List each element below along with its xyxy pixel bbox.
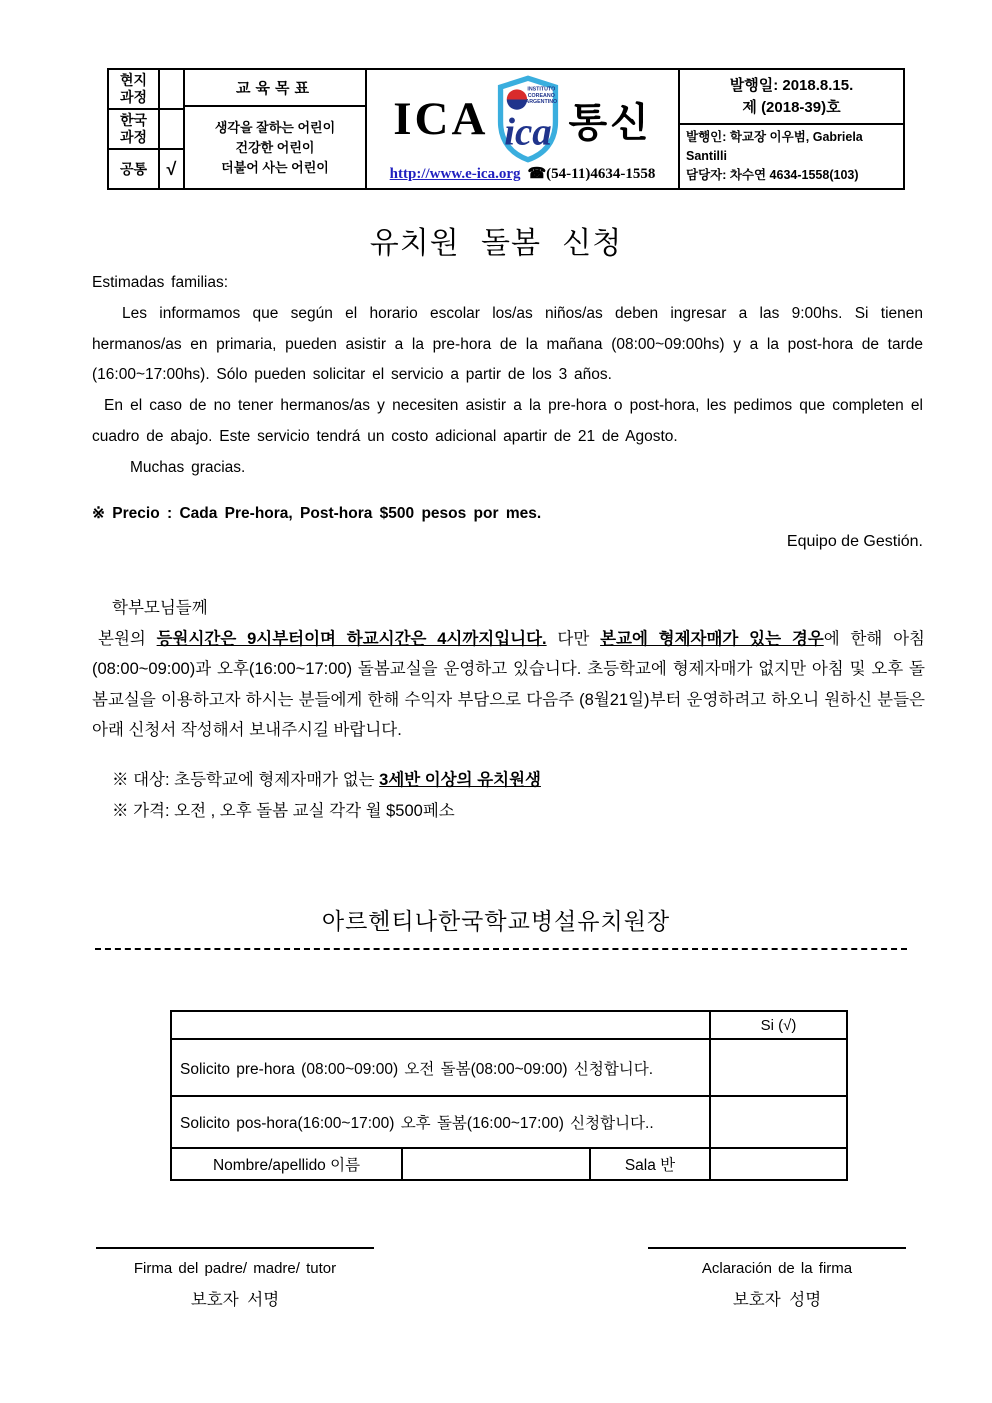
- price-note-es: ※ Precio : Cada Pre-hora, Post-hora $500 pesos por mes.: [92, 505, 542, 522]
- education-goals-cell: [185, 70, 367, 188]
- ko-bold-hours: 등원시간은 9시부터이며 하교시간은 4시까지입니다.: [156, 629, 547, 648]
- publisher-block: [680, 125, 903, 188]
- logo-small-text: ARGENTINO: [525, 99, 558, 106]
- name-input-cell[interactable]: [402, 1148, 590, 1180]
- name-label: Nombre/apellido 이름: [171, 1148, 402, 1180]
- education-goals-list: [185, 107, 365, 188]
- course-type-table: [109, 70, 185, 188]
- course-check-local: [160, 70, 183, 108]
- signature-label-ko-left: 보호자 서명: [190, 1291, 280, 1309]
- course-label-line: 한국: [119, 112, 148, 128]
- course-label-local: [109, 70, 160, 108]
- sala-label: Sala 반: [590, 1148, 710, 1180]
- spanish-body: [92, 268, 923, 484]
- masthead-table: [107, 68, 905, 190]
- ko-text: 에 한해 아침(08:00~09:00)과 오후(16:00~17:00) 돌봄교실을 운영하고 있습니다. 초등학교에 형제자매가 없지만 아침 및 오후 돌봄교실을 이용하고자 하시는 분들에게 한해 수익자 부담으로 다음주 (8월21일)부터 운영하려고 하오니 원하신 분들은 아래 신청서 작성해서 보내주시길 바랍니다.: [92, 629, 925, 740]
- newsletter-logo-cell: [367, 70, 680, 188]
- logo-small-text: INSTITUTO: [527, 86, 556, 93]
- phone-number: ☎(54-11)4634-1558: [527, 166, 656, 182]
- ko-bold-siblings: 본교에 형제자매가 있는 경우: [600, 629, 824, 648]
- prehora-request-label: Solicito pre-hora (08:00~09:00) 오전 돌봄(08:00~09:00) 신청합니다.: [171, 1039, 710, 1096]
- goal-item: 더불어 사는 어린이: [221, 159, 329, 175]
- korean-notes: [112, 765, 541, 827]
- course-label-line: 현지: [119, 72, 148, 88]
- paragraph-es-1: Les informamos que según el horario escolar los/as niños/as deben ingresar a las 9:00hs. Si tienen hermanos/as en primaria, pueden asistir a la pre-hora de la mañana (08:00~09:00hs) y a la post-hora de tarde (16:00~17:00hs). Sólo pueden solicitar el servicio a partir de los 3 años.: [92, 304, 923, 384]
- goal-item: 건강한 어린이: [235, 139, 315, 155]
- form-header-empty-cell: [171, 1011, 710, 1039]
- poshora-request-label: Solicito pos-hora(16:00~17:00) 오후 돌봄(16:00~17:00) 신청합니다..: [171, 1096, 710, 1148]
- paragraph-ko: [92, 624, 925, 746]
- ko-text: 본원의: [98, 629, 157, 648]
- website-link[interactable]: http://www.e-ica.org: [389, 166, 521, 182]
- issue-date: 발행일: 2018.8.15.: [729, 76, 854, 94]
- contact-row: [390, 164, 656, 183]
- page-title: 유치원 돌봄 신청: [369, 227, 623, 260]
- ko-text: 다만: [546, 629, 601, 648]
- course-row-local: [109, 70, 183, 110]
- course-label-line: 과정: [119, 129, 148, 145]
- salutation-ko: 학부모님들께: [112, 599, 208, 617]
- form-header-row: [171, 1011, 847, 1039]
- director-heading: 아르헨티나한국학교병설유치원장: [321, 908, 671, 934]
- ica-shield-logo: [497, 75, 559, 163]
- ko-text: ※ 대상: 초등학교에 형제자매가 없는: [112, 771, 380, 789]
- signature-label-es-left: Firma del padre/ madre/ tutor: [133, 1260, 337, 1277]
- course-row-common: [109, 150, 183, 188]
- publisher-line: 발행인: 학교장 이우범, Gabriela Santilli: [686, 130, 863, 163]
- goal-item: 생각을 잘하는 어린이: [214, 119, 336, 135]
- form-row-poshora: [171, 1096, 847, 1148]
- issue-info-cell: [680, 70, 903, 188]
- signature-block-left: [96, 1247, 374, 1310]
- salutation-es: Estimadas familias:: [92, 274, 229, 291]
- education-goals-title: 교육목표: [185, 70, 365, 107]
- application-form-table: [170, 1010, 848, 1181]
- prehora-check-cell[interactable]: [710, 1039, 847, 1096]
- course-row-korean: [109, 110, 183, 150]
- issue-date-block: [680, 70, 903, 125]
- issue-number: 제 (2018-39)호: [742, 98, 841, 116]
- newsletter-title-row: [393, 75, 651, 163]
- korean-body: [92, 593, 925, 746]
- course-label-line: 공통: [119, 160, 148, 177]
- signature-line: [96, 1247, 374, 1249]
- cut-line: [95, 948, 907, 950]
- contact-person-line: 담당자: 차수연 4634-1558(103): [686, 168, 859, 182]
- signature-block-right: [648, 1247, 906, 1310]
- target-note: [112, 765, 541, 796]
- poshora-check-cell[interactable]: [710, 1096, 847, 1148]
- management-signoff: Equipo de Gestión.: [786, 533, 923, 550]
- course-checkmark: √: [166, 158, 177, 179]
- logo-small-text: COREANO: [528, 92, 556, 99]
- course-label-korean: [109, 110, 160, 148]
- si-column-header: Si (√): [710, 1011, 847, 1039]
- ko-bold-target: 3세반 이상의 유치원생: [379, 771, 541, 789]
- course-check-korean: [160, 110, 183, 148]
- tongsin-wordmark: 통신: [568, 100, 652, 145]
- price-note-ko: ※ 가격: 오전 , 오후 돌봄 교실 각각 월 $500페소: [112, 802, 455, 820]
- signature-line: [648, 1247, 906, 1249]
- logo-monogram: ica: [504, 110, 553, 154]
- sala-input-cell[interactable]: [710, 1148, 847, 1180]
- ica-wordmark: ICA: [393, 93, 489, 145]
- course-label-line: 과정: [119, 89, 148, 105]
- form-row-name-sala: [171, 1148, 847, 1180]
- paragraph-es-2: En el caso de no tener hermanos/as y necesiten asistir a la pre-hora o post-hora, les pedimos que completen el cuadro de abajo. Este servicio tendrá un costo adicional apartir de 21 de Agosto.: [92, 397, 923, 445]
- course-label-common: [109, 150, 160, 188]
- thanks-line: Muchas gracias.: [130, 458, 246, 476]
- form-row-prehora: [171, 1039, 847, 1096]
- signature-label-ko-right: 보호자 성명: [732, 1291, 822, 1309]
- signature-label-es-right: Aclaración de la firma: [701, 1260, 853, 1277]
